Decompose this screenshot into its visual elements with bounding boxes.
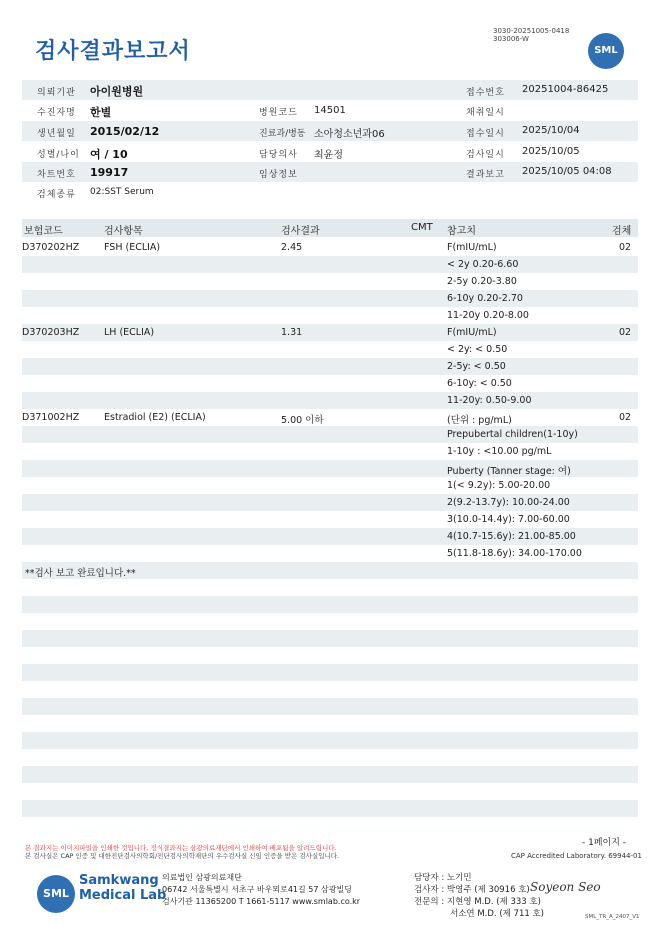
receipt-no-value: 20251004-86425 bbox=[522, 84, 609, 95]
specimen-value: 02:SST Serum bbox=[90, 187, 154, 197]
header-item: 검사항목 bbox=[104, 226, 143, 237]
dept-label: 진료과/병동 bbox=[259, 129, 306, 139]
empty-row bbox=[22, 698, 638, 715]
cell-result: 2.45 bbox=[281, 242, 303, 253]
empty-row bbox=[22, 715, 638, 732]
cell-reference: 6-10y: < 0.50 bbox=[447, 378, 512, 389]
receipt-no-label: 접수번호 bbox=[466, 88, 505, 98]
cell-reference: < 2y 0.20-6.60 bbox=[447, 259, 519, 270]
cell-reference: Puberty (Tanner stage: 여) bbox=[447, 466, 571, 477]
empty-row bbox=[22, 681, 638, 698]
table-row bbox=[22, 375, 638, 392]
cell-reference: 11-20y: 0.50-9.00 bbox=[447, 395, 532, 406]
brand-line-2: Medical Lab bbox=[79, 888, 167, 903]
specialist-signature: Soyeon Seo bbox=[530, 880, 601, 894]
chart-no-value: 19917 bbox=[90, 166, 129, 179]
cell-reference: 4(10.7-15.6y): 21.00-85.00 bbox=[447, 531, 576, 542]
header-specimen: 검체 bbox=[612, 226, 632, 237]
doctor-value: 최윤정 bbox=[314, 150, 343, 161]
cap-accreditation: CAP Accredited Laboratory. 69944-01 bbox=[511, 852, 642, 860]
empty-row bbox=[22, 647, 638, 664]
empty-row bbox=[22, 613, 638, 630]
table-row bbox=[22, 341, 638, 358]
staff-specialist-1: 전문의 : 지현영 M.D. (제 333 호) bbox=[414, 897, 541, 907]
sml-logo: SML bbox=[588, 33, 624, 69]
cell-reference: 5(11.8-18.6y): 34.00-170.00 bbox=[447, 548, 582, 559]
cell-reference: (단위 : pg/mL) bbox=[447, 415, 512, 426]
cell-reference: 11-20y 0.20-8.00 bbox=[447, 310, 529, 321]
collect-date-label: 채취일시 bbox=[466, 108, 505, 118]
hospital-code-value: 14501 bbox=[314, 105, 346, 116]
staff-specialist-2: 서소연 M.D. (제 711 호) bbox=[450, 909, 545, 919]
dept-value: 소아청소년과06 bbox=[314, 129, 385, 140]
form-version: SML_TR_A_2407_V1 bbox=[585, 914, 640, 920]
cell-code: D370202HZ bbox=[22, 242, 80, 253]
report-code-1: 3030-20251005-0418 bbox=[493, 27, 570, 35]
cell-item: FSH (ECLIA) bbox=[104, 242, 161, 253]
header-code: 보험코드 bbox=[24, 226, 63, 237]
clinical-label: 임상정보 bbox=[259, 170, 298, 180]
cell-item: Estradiol (E2) (ECLIA) bbox=[104, 412, 206, 423]
staff-manager: 담당자 : 노기민 bbox=[414, 873, 472, 883]
cell-result: 1.31 bbox=[281, 327, 303, 338]
brand-name bbox=[79, 873, 166, 903]
header-cmt: CMT bbox=[411, 222, 433, 233]
cell-specimen: 02 bbox=[619, 327, 632, 338]
staff-tester: 검사자 : 박영주 (제 30916 호) bbox=[414, 885, 530, 895]
cell-code: D371002HZ bbox=[22, 412, 80, 423]
cell-result: 5.00 이하 bbox=[281, 415, 324, 426]
empty-row bbox=[22, 664, 638, 681]
requester-label: 의뢰기관 bbox=[37, 88, 76, 98]
cell-reference: 2-5y: < 0.50 bbox=[447, 361, 506, 372]
table-row bbox=[22, 256, 638, 273]
receipt-date-value: 2025/10/04 bbox=[522, 125, 580, 136]
test-date-value: 2025/10/05 bbox=[522, 146, 580, 157]
table-row bbox=[22, 392, 638, 409]
cell-reference: F(mIU/mL) bbox=[447, 327, 497, 338]
report-code-2: 303006-W bbox=[493, 35, 529, 43]
cell-reference: Prepubertal children(1-10y) bbox=[447, 429, 578, 440]
cell-code: **검사 보고 완료입니다.** bbox=[25, 568, 136, 579]
cap-certification-notice: 본 검사실은 CAP 인증 및 대한진단검사의학회/진단검사의학재단의 우수검사실 신임 인증을 받은 검사실입니다. bbox=[25, 852, 340, 860]
brand-line-1: Samkwang bbox=[79, 873, 159, 888]
sex-age-value: 여 / 10 bbox=[90, 148, 128, 161]
dob-label: 생년월일 bbox=[37, 129, 76, 139]
header-reference: 참고치 bbox=[447, 226, 476, 237]
cell-reference: < 2y: < 0.50 bbox=[447, 344, 508, 355]
header-result: 검사결과 bbox=[281, 226, 320, 237]
requester-value: 아이원병원 bbox=[90, 85, 144, 98]
page-number: - 1페이지 - bbox=[582, 838, 627, 848]
empty-row bbox=[22, 783, 638, 800]
sex-age-label: 성별/나이 bbox=[37, 150, 80, 160]
cell-reference: 1-10y : <10.00 pg/mL bbox=[447, 446, 552, 457]
dob-value: 2015/02/12 bbox=[90, 125, 160, 138]
test-date-label: 검사일시 bbox=[466, 150, 505, 160]
patient-value: 한별 bbox=[90, 106, 112, 119]
empty-row bbox=[22, 579, 638, 596]
empty-row bbox=[22, 766, 638, 783]
table-row bbox=[22, 290, 638, 307]
cell-specimen: 02 bbox=[619, 412, 632, 423]
cell-reference: 1(< 9.2y): 5.00-20.00 bbox=[447, 480, 551, 491]
doctor-label: 담당의사 bbox=[259, 150, 298, 160]
empty-row bbox=[22, 800, 638, 817]
org-name: 의료법인 삼광의료재단 bbox=[162, 873, 242, 882]
cell-code: D370203HZ bbox=[22, 327, 80, 338]
empty-row bbox=[22, 732, 638, 749]
cell-reference: F(mIU/mL) bbox=[447, 242, 497, 253]
hospital-code-label: 병원코드 bbox=[259, 108, 298, 118]
table-row bbox=[22, 307, 638, 324]
table-row bbox=[22, 358, 638, 375]
page-title: 검사결과보고서 bbox=[35, 39, 191, 64]
cell-reference: 3(10.0-14.4y): 7.00-60.00 bbox=[447, 514, 570, 525]
empty-row bbox=[22, 749, 638, 766]
patient-label: 수진자명 bbox=[37, 108, 76, 118]
empty-row bbox=[22, 596, 638, 613]
cell-specimen: 02 bbox=[619, 242, 632, 253]
receipt-date-label: 접수일시 bbox=[466, 129, 505, 139]
table-row bbox=[22, 273, 638, 290]
footer-sml-logo: SML bbox=[37, 875, 75, 913]
org-contact: 검사기관 11365200 T 1661-5117 www.smlab.co.kr bbox=[162, 897, 361, 906]
specimen-label: 검체종류 bbox=[37, 190, 76, 200]
cell-item: LH (ECLIA) bbox=[104, 327, 155, 338]
cell-reference: 6-10y 0.20-2.70 bbox=[447, 293, 523, 304]
report-date-value: 2025/10/05 04:08 bbox=[522, 166, 612, 177]
image-print-notice: 본 결과지는 이미지파일을 인쇄한 것입니다. 정식결과지는 삼광의료재단에서 인쇄하여 배포됨을 알려드립니다. bbox=[25, 844, 337, 852]
org-address: 06742 서울특별시 서초구 바우뫼로41길 57 삼광빌딩 bbox=[162, 885, 352, 894]
cell-reference: 2(9.2-13.7y): 10.00-24.00 bbox=[447, 497, 570, 508]
chart-no-label: 차트번호 bbox=[37, 170, 76, 180]
report-date-label: 결과보고 bbox=[466, 170, 505, 180]
empty-row bbox=[22, 630, 638, 647]
cell-reference: 2-5y 0.20-3.80 bbox=[447, 276, 517, 287]
